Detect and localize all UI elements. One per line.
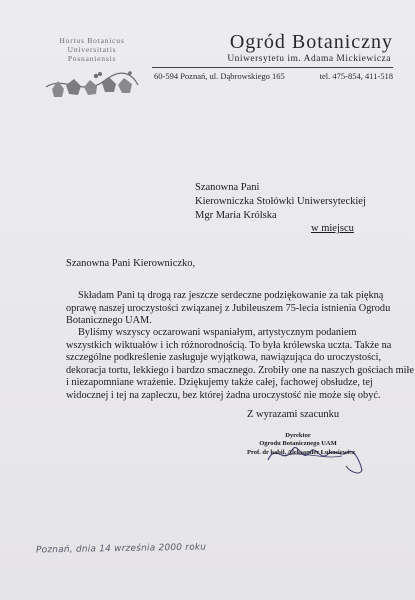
paragraph-line: dekoracja tortu, lekkiego i bardzo smacznego. Zrobiły one na naszych gościach miłe	[66, 364, 414, 376]
org-address: 60-594 Poznań, ul. Dąbrowskiego 165	[154, 71, 285, 81]
recipient-line-2: Kierowniczka Stołówki Uniwersyteckiej	[195, 196, 366, 207]
paragraph-line: i niezapomniane wrażenie. Dziękujemy także całej, fachowej obsłudze, tej	[66, 377, 373, 389]
closing: Z wyrazami szacunku	[247, 409, 340, 420]
paragraph-2	[66, 327, 414, 403]
greeting: Szanowna Pani Kierowniczko,	[66, 258, 196, 269]
recipient-line-1: Szanowna Pani	[195, 182, 260, 193]
recipient-place: w miejscu	[311, 223, 354, 234]
logo-line-3: Posnaniensis	[67, 54, 117, 63]
paragraph-line: Byliśmy wszyscy oczarowani wspaniałym, artystycznym podaniem	[78, 327, 357, 338]
paragraph-line: widocznej i tej na zapleczu, bez której żadna uroczystość nie może się obyć.	[66, 389, 381, 401]
signatory-name: Prof. dr habil. Aleksander Łukasiewicz	[247, 449, 355, 456]
recipient-line-3: Mgr Maria Królska	[195, 210, 277, 221]
org-subtitle: Uniwersytetu im. Adama Mickiewicza	[227, 54, 391, 64]
handwritten-signature	[262, 436, 367, 476]
paragraph-line: Składam Pani tą drogą raz jeszcze serdeczne podziękowanie za tak piękną	[78, 290, 384, 301]
paragraph-line: wszystkich wiktuałów i ich różnorodnością. To była królewska uczta. Także na	[66, 339, 392, 351]
recipient-block	[195, 181, 366, 223]
letterhead-divider	[152, 67, 393, 68]
paragraph-line: szczególne podkreślenie zasługuje wyjątkowa, nawiązująca do uroczystości,	[66, 352, 382, 364]
logo-line-2: Universitatis	[67, 45, 117, 54]
paragraph-line: oprawę naszej uroczystości związanej z Jubileuszem 75-lecia istnienia Ogrodu	[66, 302, 391, 314]
handwritten-date-note: Poznań, dnia 14 września 2000 roku	[35, 542, 207, 556]
org-title: Ogród Botaniczny	[229, 31, 393, 53]
org-phone: tel. 475-854, 411-518	[319, 71, 393, 81]
paragraph-1	[66, 290, 391, 328]
signatory-institution: Ogrodu Botanicznego UAM	[259, 440, 337, 447]
signatory-role: Dyrektor	[285, 432, 311, 439]
paragraph-line: Botanicznego UAM.	[66, 315, 152, 327]
logo-line-1: Hortus Botanicus	[59, 36, 125, 45]
